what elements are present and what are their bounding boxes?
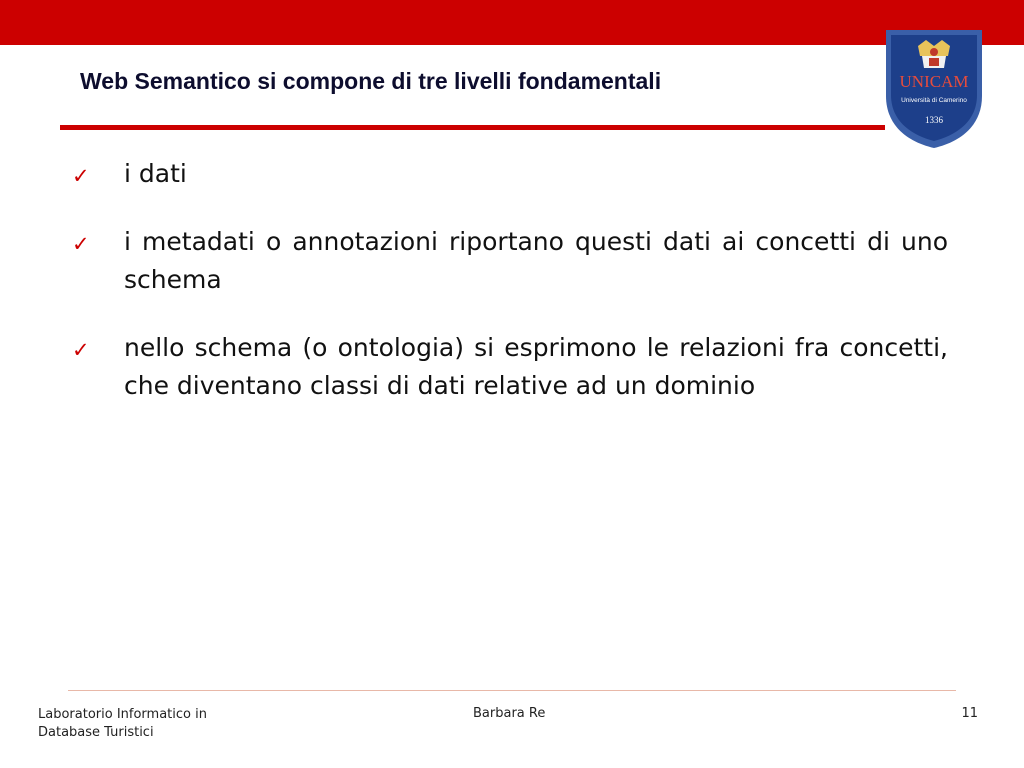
title-underline xyxy=(60,125,885,130)
footer-course-title xyxy=(38,706,278,742)
top-accent-bar xyxy=(0,0,1024,45)
checkmark-icon: ✓ xyxy=(72,338,90,362)
footer-divider xyxy=(68,690,956,691)
bullet-text: i dati xyxy=(124,159,187,188)
logo-name: UNICAM xyxy=(899,72,969,91)
page-number: 11 xyxy=(961,706,978,721)
unicam-logo xyxy=(882,26,986,150)
bullet-item xyxy=(70,329,948,405)
bullet-text: nello schema (o ontologia) si esprimono le relazioni fra concetti, che diventano classi di dati relative ad un dominio xyxy=(124,333,948,400)
bullet-list xyxy=(70,155,948,435)
bullet-text: i metadati o annotazioni riportano questi dati ai concetti di uno schema xyxy=(124,227,948,294)
slide-title: Web Semantico si compone di tre livelli fondamentali xyxy=(80,68,662,94)
logo-subtitle: Università di Camerino xyxy=(901,97,967,104)
footer-author: Barbara Re xyxy=(473,706,546,721)
footer-course-line-1: Laboratorio Informatico in xyxy=(38,707,207,722)
bullet-item xyxy=(70,155,948,193)
checkmark-icon: ✓ xyxy=(72,164,90,188)
bullet-item xyxy=(70,223,948,299)
checkmark-icon: ✓ xyxy=(72,232,90,256)
footer-course-line-2: Database Turistici xyxy=(38,725,154,740)
logo-year: 1336 xyxy=(925,115,943,125)
